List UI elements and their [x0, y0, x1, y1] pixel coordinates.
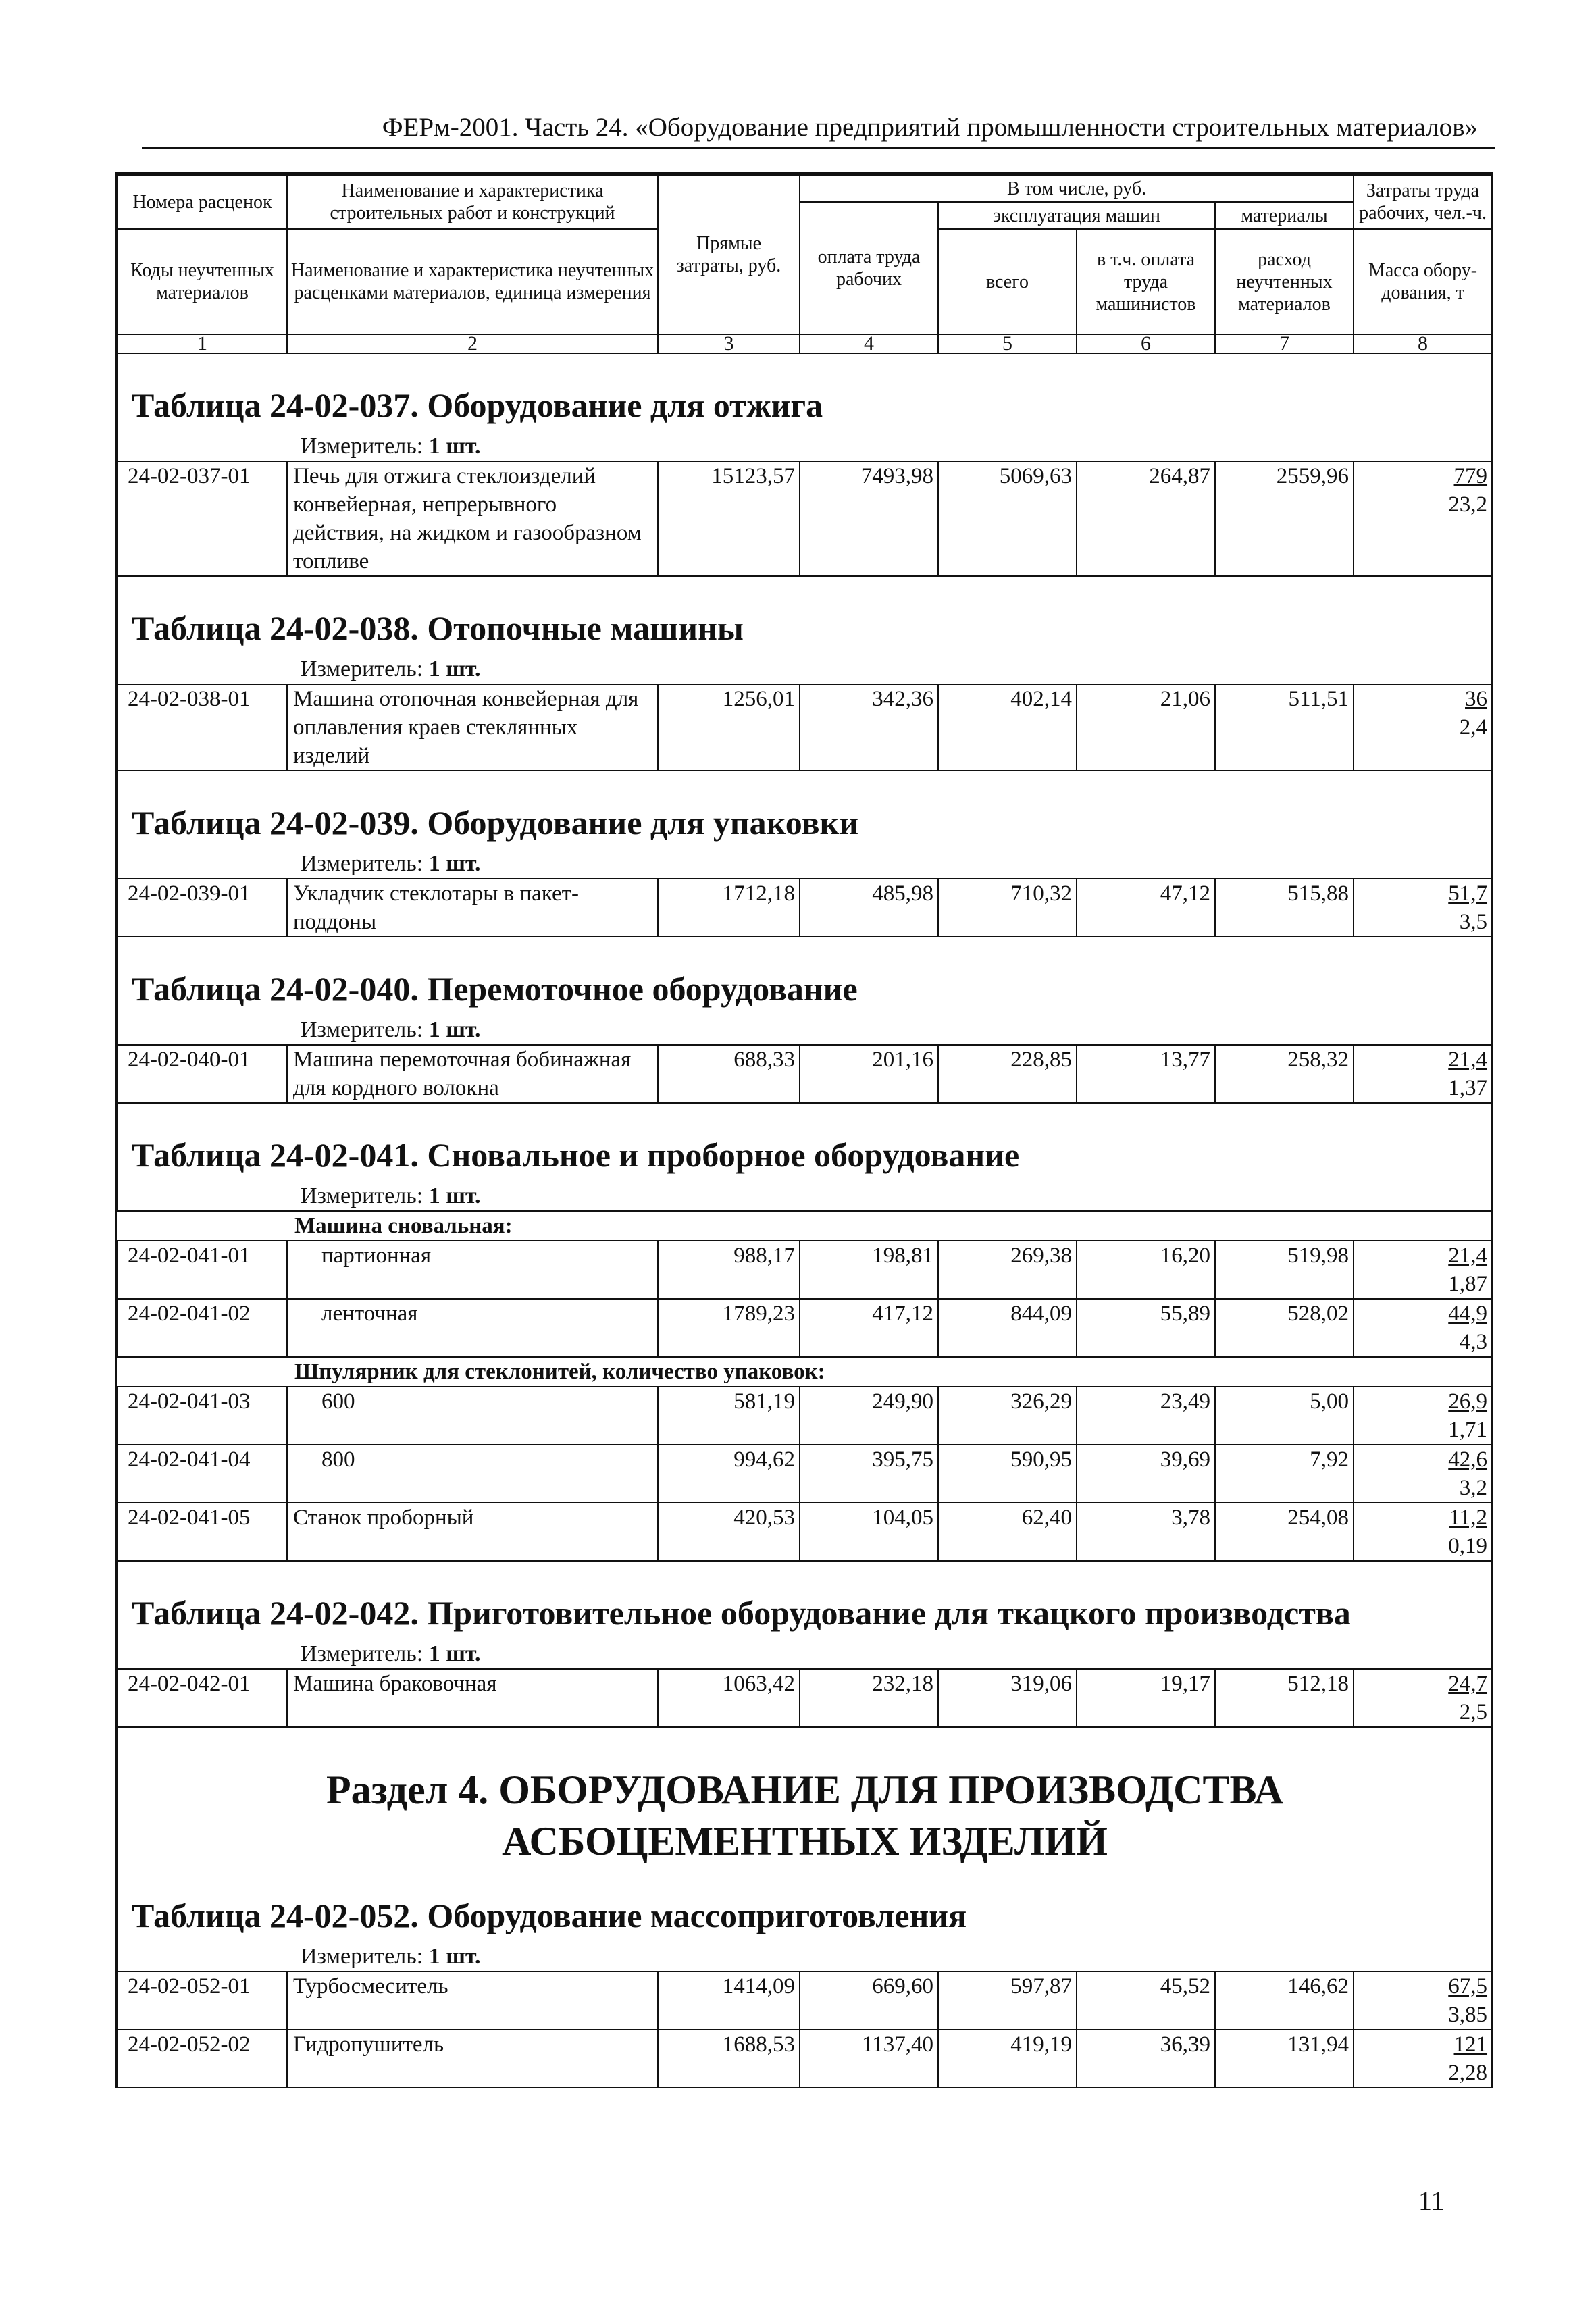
labor-hours: 36 — [1465, 687, 1488, 711]
labor-and-mass — [1354, 1299, 1492, 1357]
labor-and-mass — [1354, 1972, 1492, 2030]
column-index: 3 — [658, 334, 800, 353]
operators-pay: 3,78 — [1077, 1503, 1215, 1561]
column-index: 5 — [938, 334, 1077, 353]
labor-and-mass — [1354, 879, 1492, 937]
direct-costs: 1063,42 — [658, 1669, 800, 1727]
rate-code: 24-02-041-05 — [118, 1503, 287, 1561]
header-operators-pay: в т.ч. оплата труда машинистов — [1077, 229, 1215, 334]
table-row — [118, 461, 1492, 576]
equipment-mass: 1,87 — [1448, 1272, 1488, 1296]
equipment-mass: 0,19 — [1448, 1534, 1488, 1558]
subgroup-title: Шпулярник для стеклонитей, количество упаковок: — [118, 1357, 1492, 1387]
materials: 515,88 — [1215, 879, 1354, 937]
labor-and-mass — [1354, 1241, 1492, 1299]
labor-and-mass — [1354, 1045, 1492, 1103]
labor-hours: 67,5 — [1448, 1974, 1488, 1999]
table-row — [118, 1503, 1492, 1561]
labor-hours: 51,7 — [1448, 881, 1488, 906]
header-material-usage: расход неучтенных материалов — [1215, 229, 1354, 334]
labor-pay: 395,75 — [800, 1445, 938, 1503]
table-title: Таблица 24-02-037. Оборудование для отжига — [132, 386, 823, 424]
materials: 258,32 — [1215, 1045, 1354, 1103]
machines-total: 319,06 — [938, 1669, 1077, 1727]
table-row — [118, 1972, 1492, 2030]
materials: 512,18 — [1215, 1669, 1354, 1727]
operators-pay: 16,20 — [1077, 1241, 1215, 1299]
labor-pay: 485,98 — [800, 879, 938, 937]
rate-code: 24-02-041-02 — [118, 1299, 287, 1357]
table-row — [118, 879, 1492, 937]
labor-pay: 342,36 — [800, 684, 938, 771]
table-row — [118, 684, 1492, 771]
running-title: ФЕРм-2001. Часть 24. «Оборудование предприятий промышленности строительных материалов» — [142, 108, 1495, 149]
table-row — [118, 1669, 1492, 1727]
equipment-mass: 23,2 — [1448, 492, 1488, 517]
labor-hours: 26,9 — [1448, 1389, 1488, 1414]
rate-name: Машина перемоточная бобинажная для кордного волокна — [287, 1045, 658, 1103]
direct-costs: 1414,09 — [658, 1972, 800, 2030]
materials: 528,02 — [1215, 1299, 1354, 1357]
header-machines: эксплуатация машин — [938, 202, 1215, 229]
labor-pay: 201,16 — [800, 1045, 938, 1103]
header-rate-numbers: Номера расценок — [118, 175, 287, 229]
operators-pay: 45,52 — [1077, 1972, 1215, 2030]
equipment-mass: 2,4 — [1459, 715, 1488, 740]
table-row — [118, 1241, 1492, 1299]
table-title: Таблица 24-02-042. Приготовительное оборудование для ткацкого производства — [132, 1594, 1351, 1632]
labor-pay: 7493,98 — [800, 461, 938, 576]
rate-code: 24-02-041-01 — [118, 1241, 287, 1299]
rate-name: Станок проборный — [287, 1503, 658, 1561]
rate-name: Машина отопочная конвейерная для оплавления краев стеклянных изделий — [287, 684, 658, 771]
rate-name: ленточная — [287, 1299, 658, 1357]
machines-total: 844,09 — [938, 1299, 1077, 1357]
header-work-name: Наименование и характеристика строительных работ и конструкций — [287, 175, 658, 229]
table-row — [118, 1299, 1492, 1357]
labor-and-mass — [1354, 1669, 1492, 1727]
column-index: 1 — [118, 334, 287, 353]
direct-costs: 988,17 — [658, 1241, 800, 1299]
rate-name: Гидропушитель — [287, 2030, 658, 2088]
equipment-mass: 3,2 — [1459, 1476, 1488, 1500]
table-title: Таблица 24-02-052. Оборудование массоприготовления — [132, 1897, 967, 1934]
labor-and-mass — [1354, 684, 1492, 771]
table-title: Таблица 24-02-040. Перемоточное оборудование — [132, 970, 858, 1008]
labor-hours: 21,4 — [1448, 1243, 1488, 1268]
labor-pay: 669,60 — [800, 1972, 938, 2030]
table-row — [118, 1387, 1492, 1445]
labor-and-mass — [1354, 2030, 1492, 2088]
direct-costs: 581,19 — [658, 1387, 800, 1445]
measure-unit: Измеритель: 1 шт. — [301, 1183, 481, 1208]
table-row — [118, 1045, 1492, 1103]
equipment-mass: 1,71 — [1448, 1418, 1488, 1442]
materials: 511,51 — [1215, 684, 1354, 771]
rate-code: 24-02-040-01 — [118, 1045, 287, 1103]
machines-total: 326,29 — [938, 1387, 1077, 1445]
rate-name: 600 — [287, 1387, 658, 1445]
labor-hours: 24,7 — [1448, 1672, 1488, 1696]
labor-hours: 779 — [1453, 464, 1488, 488]
direct-costs: 15123,57 — [658, 461, 800, 576]
operators-pay: 55,89 — [1077, 1299, 1215, 1357]
operators-pay: 264,87 — [1077, 461, 1215, 576]
rate-name: партионная — [287, 1241, 658, 1299]
labor-hours: 121 — [1453, 2032, 1488, 2057]
rate-code: 24-02-037-01 — [118, 461, 287, 576]
header-machines-total: всего — [938, 229, 1077, 334]
materials: 519,98 — [1215, 1241, 1354, 1299]
measure-unit: Измеритель: 1 шт. — [301, 1641, 481, 1666]
operators-pay: 13,77 — [1077, 1045, 1215, 1103]
measure-unit: Измеритель: 1 шт. — [301, 851, 481, 876]
column-index: 6 — [1077, 334, 1215, 353]
direct-costs: 688,33 — [658, 1045, 800, 1103]
materials: 254,08 — [1215, 1503, 1354, 1561]
materials: 7,92 — [1215, 1445, 1354, 1503]
rate-code: 24-02-041-03 — [118, 1387, 287, 1445]
rate-name: Турбосмеситель — [287, 1972, 658, 2030]
labor-pay: 198,81 — [800, 1241, 938, 1299]
column-index-row — [118, 334, 1492, 353]
direct-costs: 420,53 — [658, 1503, 800, 1561]
header-labor-pay: оплата труда рабочих — [800, 202, 938, 334]
header-incl-group: В том числе, руб. — [800, 175, 1354, 202]
operators-pay: 19,17 — [1077, 1669, 1215, 1727]
labor-and-mass — [1354, 1387, 1492, 1445]
direct-costs: 1256,01 — [658, 684, 800, 771]
direct-costs: 1712,18 — [658, 879, 800, 937]
direct-costs: 1789,23 — [658, 1299, 800, 1357]
machines-total: 5069,63 — [938, 461, 1077, 576]
labor-pay: 232,18 — [800, 1669, 938, 1727]
machines-total: 402,14 — [938, 684, 1077, 771]
machines-total: 590,95 — [938, 1445, 1077, 1503]
operators-pay: 23,49 — [1077, 1387, 1215, 1445]
table-title: Таблица 24-02-041. Сновальное и проборное оборудование — [132, 1136, 1020, 1174]
rate-code: 24-02-052-02 — [118, 2030, 287, 2088]
table-title: Таблица 24-02-039. Оборудование для упаковки — [132, 804, 859, 842]
operators-pay: 47,12 — [1077, 879, 1215, 937]
header-direct-costs: Прямые затраты, руб. — [658, 175, 800, 334]
direct-costs: 1688,53 — [658, 2030, 800, 2088]
operators-pay: 36,39 — [1077, 2030, 1215, 2088]
equipment-mass: 3,85 — [1448, 2003, 1488, 2027]
rates-table — [115, 172, 1493, 2088]
labor-hours: 11,2 — [1449, 1506, 1488, 1530]
rate-code: 24-02-042-01 — [118, 1669, 287, 1727]
column-index: 8 — [1354, 334, 1492, 353]
rate-name: Укладчик стеклотары в пакет-поддоны — [287, 879, 658, 937]
rate-name: Печь для отжига стеклоизделий конвейерная, непрерывного действия, на жидком и газообразном топливе — [287, 461, 658, 576]
machines-total: 269,38 — [938, 1241, 1077, 1299]
table-row — [118, 1445, 1492, 1503]
header-material-codes: Коды неучтенных материалов — [118, 229, 287, 334]
column-index: 4 — [800, 334, 938, 353]
table-row — [118, 2030, 1492, 2088]
equipment-mass: 1,37 — [1448, 1076, 1488, 1100]
rate-name: 800 — [287, 1445, 658, 1503]
labor-pay: 417,12 — [800, 1299, 938, 1357]
table-title: Таблица 24-02-038. Отопочные машины — [132, 609, 744, 647]
rate-name: Машина браковочная — [287, 1669, 658, 1727]
operators-pay: 39,69 — [1077, 1445, 1215, 1503]
rate-code: 24-02-052-01 — [118, 1972, 287, 2030]
page-number: 11 — [1418, 2186, 1445, 2216]
header-material-name: Наименование и характеристика неучтенных расценками материалов, единица измерения — [287, 229, 658, 334]
measure-unit: Измеритель: 1 шт. — [301, 657, 481, 682]
labor-pay: 249,90 — [800, 1387, 938, 1445]
machines-total: 62,40 — [938, 1503, 1077, 1561]
header-materials: материалы — [1215, 202, 1354, 229]
equipment-mass: 2,28 — [1448, 2061, 1488, 2085]
labor-and-mass — [1354, 1445, 1492, 1503]
header-equipment-mass: Масса обору-дования, т — [1354, 229, 1492, 334]
column-index: 7 — [1215, 334, 1354, 353]
labor-hours: 21,4 — [1448, 1048, 1488, 1072]
rate-code: 24-02-038-01 — [118, 684, 287, 771]
subgroup-title: Машина сновальная: — [118, 1211, 1492, 1241]
equipment-mass: 4,3 — [1459, 1330, 1488, 1354]
operators-pay: 21,06 — [1077, 684, 1215, 771]
materials: 5,00 — [1215, 1387, 1354, 1445]
labor-hours: 44,9 — [1448, 1302, 1488, 1326]
header-row-1 — [118, 175, 1492, 202]
materials: 131,94 — [1215, 2030, 1354, 2088]
machines-total: 419,19 — [938, 2030, 1077, 2088]
direct-costs: 994,62 — [658, 1445, 800, 1503]
header-labor-hours: Затраты труда рабочих, чел.-ч. — [1354, 175, 1492, 229]
rate-code: 24-02-041-04 — [118, 1445, 287, 1503]
measure-unit: Измеритель: 1 шт. — [301, 434, 481, 459]
labor-hours: 42,6 — [1448, 1447, 1488, 1472]
machines-total: 228,85 — [938, 1045, 1077, 1103]
section-heading: Раздел 4. ОБОРУДОВАНИЕ ДЛЯ ПРОИЗВОДСТВА АСБОЦЕМЕНТНЫХ ИЗДЕЛИЙ — [326, 1768, 1284, 1863]
column-index: 2 — [287, 334, 658, 353]
labor-and-mass — [1354, 461, 1492, 576]
labor-pay: 1137,40 — [800, 2030, 938, 2088]
materials: 146,62 — [1215, 1972, 1354, 2030]
materials: 2559,96 — [1215, 461, 1354, 576]
labor-pay: 104,05 — [800, 1503, 938, 1561]
measure-unit: Измеритель: 1 шт. — [301, 1017, 481, 1042]
machines-total: 597,87 — [938, 1972, 1077, 2030]
labor-and-mass — [1354, 1503, 1492, 1561]
equipment-mass: 3,5 — [1459, 910, 1488, 934]
machines-total: 710,32 — [938, 879, 1077, 937]
equipment-mass: 2,5 — [1459, 1700, 1488, 1724]
rate-code: 24-02-039-01 — [118, 879, 287, 937]
measure-unit: Измеритель: 1 шт. — [301, 1944, 481, 1969]
